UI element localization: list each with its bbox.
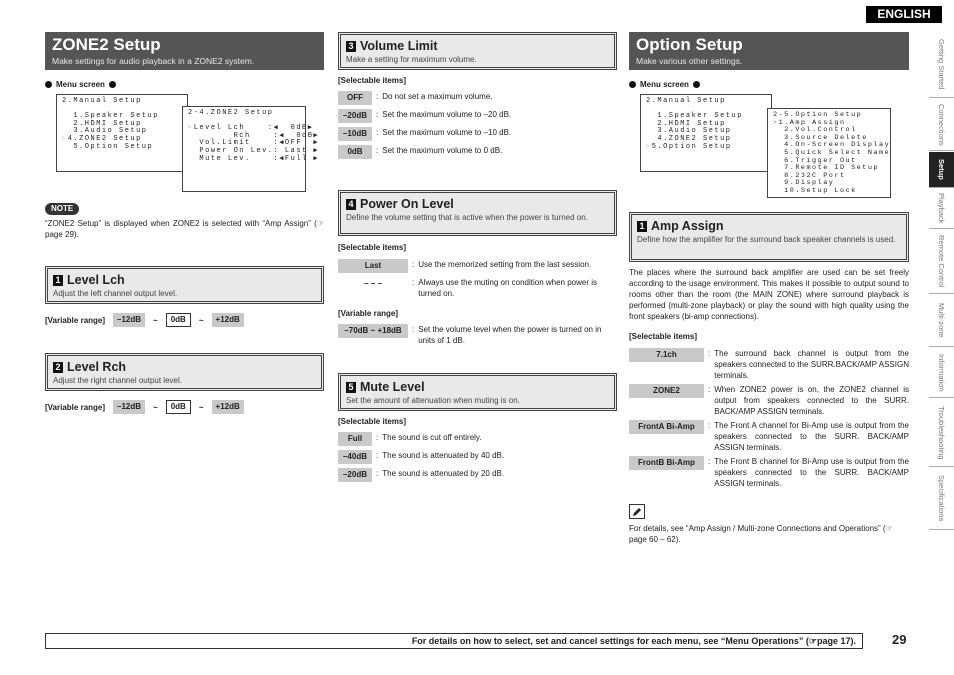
side-tab-troubleshooting[interactable]: Troubleshooting [929, 399, 954, 467]
side-tab-getting-started[interactable]: Getting Started [929, 31, 954, 98]
list-item: 0dB : Set the maximum volume to 0 dB. [338, 145, 617, 159]
option-banner [629, 32, 909, 70]
option-subtitle: Make various other settings. [636, 56, 743, 66]
power-on-box [338, 190, 617, 236]
tilde: ~ [198, 315, 204, 325]
side-tab-remote-control[interactable]: Remote Control [929, 230, 954, 294]
menu-screen-text: Menu screen [640, 80, 689, 89]
power-on-list [338, 259, 617, 299]
power-on-title: Power On Level [360, 197, 454, 211]
list-item: – – – : Always use the muting on condition when power is turned on. [338, 277, 617, 299]
item-text: Set the volume level when the power is turned on in units of 1 dB. [418, 325, 602, 345]
mute-level-sel-label: [Selectable items] [338, 417, 407, 426]
list-item: –20dB : The sound is attenuated by 20 dB. [338, 468, 617, 482]
zone2-title: ZONE2 Setup [52, 35, 161, 54]
amp-assign-desc: Define how the amplifier for the surround back speaker channels is used. [637, 235, 896, 244]
amp-assign-body: The places where the surround back amplifier are used can be set freely according to the usage environment. This makes it possible to output sound to rooms other than the room (the MAIN ZONE) where surround playback is performed (multi-zone playback) or play the sound with high quality using the front speakers (bi-amp connections). [629, 268, 909, 321]
mute-level-list [338, 432, 617, 482]
item-text: The sound is cut off entirely. [382, 433, 482, 442]
range-mid: 0dB [166, 313, 191, 327]
range-min: –12dB [113, 400, 145, 414]
number-badge: 4 [346, 199, 356, 210]
range-min: –12dB [113, 313, 145, 327]
amp-assign-memo: For details, see “Amp Assign / Multi-zone Connections and Operations” (☞page 60 – 62). [629, 524, 893, 544]
side-tab-specifications[interactable]: Specifications [929, 468, 954, 530]
tilde: ~ [153, 315, 158, 325]
power-on-desc: Define the volume setting that is active when the power is turned on. [346, 213, 588, 222]
zone2-subtitle: Make settings for audio playback in a ZONE2 system. [52, 56, 255, 66]
mute-level-title: Mute Level [360, 380, 425, 394]
zone2-osd-main: 2.Manual Setup 1.Speaker Setup 2.HDMI Setup 3.Audio Setup ☞4.ZONE2 Setup 5.Option Setup [56, 94, 188, 172]
item-text: Use the memorized setting from the last session. [418, 260, 592, 269]
list-item: FrontB Bi-Amp : The Front B channel for Bi-Amp use is output from the speakers connected to the SURR. BACK/AMP ASSIGN terminals. [629, 456, 909, 489]
list-item: 7.1ch : The surround back channel is output from the speakers connected to the SURR.BACK/AMP ASSIGN terminals. [629, 348, 909, 381]
amp-assign-title: Amp Assign [651, 219, 724, 233]
item-text: Always use the muting on condition when power is turned on. [418, 278, 597, 298]
level-rch-box [45, 353, 324, 391]
item-text: The Front B channel for Bi-Amp use is output from the speakers connected to the SURR. BACK/AMP ASSIGN terminals. [714, 457, 909, 488]
item-text: The sound is attenuated by 20 dB. [382, 469, 505, 478]
item-key: 0dB [338, 145, 372, 159]
zone2-menu-screen-label [45, 79, 116, 90]
side-tab-connections[interactable]: Connections [929, 99, 954, 151]
item-key: –70dB ~ +18dB [338, 324, 408, 338]
zone2-osd-sub: 2-4.ZONE2 Setup ☞Level Lch :◀ 0dB▶ Rch :◀ 0dB▶ Vol.Limit :◀OFF ▶ Power On Lev.: Last ▶ Mute Lev. :◀Full ▶ [182, 106, 306, 192]
bullet-icon [629, 81, 636, 88]
list-item: OFF : Do not set a maximum volume. [338, 91, 617, 105]
item-key: –20dB [338, 109, 372, 123]
side-tab-multi-zone[interactable]: Multi-zone [929, 295, 954, 347]
amp-assign-list [629, 348, 909, 489]
side-tab-information[interactable]: Information [929, 348, 954, 398]
level-rch-title: Level Rch [67, 360, 127, 374]
level-rch-range [45, 400, 244, 414]
item-key: 7.1ch [629, 348, 704, 362]
number-badge: 5 [346, 382, 356, 393]
range-mid: 0dB [166, 400, 191, 414]
volume-limit-sel-label: [Selectable items] [338, 76, 407, 85]
option-osd-main: 2.Manual Setup 1.Speaker Setup 2.HDMI Setup 3.Audio Setup 4.ZONE2 Setup ☞5.Option Setup [640, 94, 772, 172]
volume-limit-title: Volume Limit [360, 39, 438, 53]
item-text: The surround back channel is output from the speakers connected to the SURR.BACK/AMP ASSIGN terminals. [714, 349, 909, 380]
footer-note: For details on how to select, set and cancel settings for each menu, see “Menu Operations” (☞page 17). [45, 633, 863, 649]
range-label: [Variable range] [45, 315, 106, 325]
memo-icon [629, 504, 645, 519]
bullet-icon [693, 81, 700, 88]
list-item: –70dB ~ +18dB : Set the volume level when the power is turned on in units of 1 dB. [338, 324, 617, 346]
note-badge: NOTE [45, 203, 79, 215]
level-lch-box [45, 266, 324, 304]
item-key: –40dB [338, 450, 372, 464]
amp-assign-sel-label: [Selectable items] [629, 332, 698, 341]
note-text: “ZONE2 Setup” is displayed when ZONE2 is selected with “Amp Assign” (☞page 29). [45, 219, 324, 239]
item-key: –10dB [338, 127, 372, 141]
language-tab: ENGLISH [866, 6, 942, 23]
item-key: ZONE2 [629, 384, 704, 398]
list-item: –20dB : Set the maximum volume to –20 dB. [338, 109, 617, 123]
level-rch-desc: Adjust the right channel output level. [53, 376, 182, 385]
volume-limit-box [338, 32, 617, 70]
level-lch-desc: Adjust the left channel output level. [53, 289, 178, 298]
range-max: +12dB [212, 400, 244, 414]
list-item: Last : Use the memorized setting from the last session. [338, 259, 617, 273]
tilde: ~ [198, 402, 204, 412]
amp-assign-box [629, 212, 909, 262]
number-badge: 1 [637, 221, 647, 232]
menu-screen-text: Menu screen [56, 80, 105, 89]
item-key: OFF [338, 91, 372, 105]
number-badge: 3 [346, 41, 356, 52]
item-text: The Front A channel for Bi-Amp use is output from the speakers connected to the SURR. BACK/AMP ASSIGN terminals. [714, 421, 909, 452]
option-title: Option Setup [636, 35, 743, 54]
item-text: Set the maximum volume to 0 dB. [382, 146, 503, 155]
bullet-icon [45, 81, 52, 88]
item-key: Last [338, 259, 408, 273]
range-max: +12dB [212, 313, 244, 327]
item-key: FrontB Bi-Amp [629, 456, 704, 470]
bullet-icon [109, 81, 116, 88]
list-item: ZONE2 : When ZONE2 power is on, the ZONE2 channel is output from speakers connected to the SURR. BACK/AMP ASSIGN terminals. [629, 384, 909, 417]
number-badge: 2 [53, 362, 63, 373]
option-osd-sub: 2-5.Option Setup ☞1.Amp Assign 2.Vol.Control 3.Source Delete 4.On-Screen Display 5.Quick Select Name 6.Trigger Out 7.Remote ID Setup 8.232C Port 9.Display 10.Setup Lock [767, 108, 891, 198]
mute-level-desc: Set the amount of attenuation when muting is on. [346, 396, 520, 405]
item-text: Do not set a maximum volume. [382, 92, 493, 101]
volume-limit-desc: Make a setting for maximum volume. [346, 55, 477, 64]
item-key: Full [338, 432, 372, 446]
list-item: Full : The sound is cut off entirely. [338, 432, 617, 446]
range-label: [Variable range] [45, 402, 106, 412]
list-item: FrontA Bi-Amp : The Front A channel for Bi-Amp use is output from the speakers connected to the SURR. BACK/AMP ASSIGN terminals. [629, 420, 909, 453]
power-on-sel-label: [Selectable items] [338, 243, 407, 252]
list-item: –10dB : Set the maximum volume to –10 dB. [338, 127, 617, 141]
mute-level-box [338, 373, 617, 411]
volume-limit-list [338, 91, 617, 159]
item-key: –20dB [338, 468, 372, 482]
item-text: Set the maximum volume to –20 dB. [382, 110, 512, 119]
page-number: 29 [892, 632, 907, 647]
side-tab-playback[interactable]: Playback [929, 189, 954, 229]
number-badge: 1 [53, 275, 63, 286]
power-on-var-label: [Variable range] [338, 309, 399, 318]
side-tab-setup[interactable]: Setup [929, 152, 954, 188]
level-lch-range [45, 313, 244, 327]
item-key: – – – [364, 279, 382, 288]
list-item: –40dB : The sound is attenuated by 40 dB. [338, 450, 617, 464]
zone2-banner [45, 32, 324, 70]
item-text: Set the maximum volume to –10 dB. [382, 128, 512, 137]
tilde: ~ [153, 402, 158, 412]
option-menu-screen-label [629, 79, 700, 90]
item-text: The sound is attenuated by 40 dB. [382, 451, 505, 460]
item-key: FrontA Bi-Amp [629, 420, 704, 434]
level-lch-title: Level Lch [67, 273, 125, 287]
power-on-var-row [338, 324, 617, 346]
item-text: When ZONE2 power is on, the ZONE2 channel is output from speakers connected to the SURR. BACK/AMP ASSIGN terminals. [714, 385, 909, 416]
